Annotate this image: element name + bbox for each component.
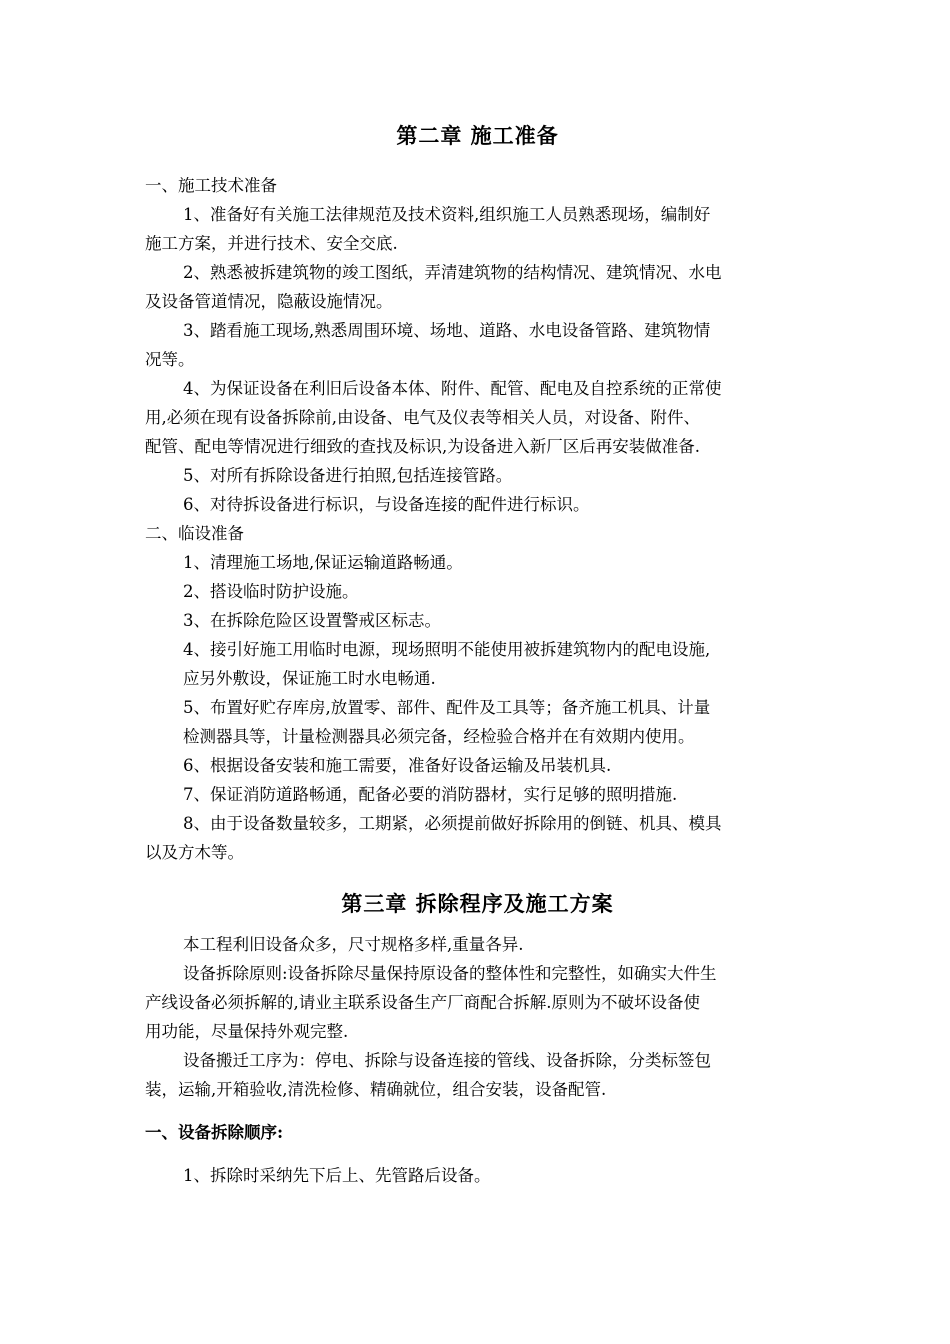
tech-item-5: 5、对所有拆除设备进行拍照,包括连接管路。 xyxy=(183,466,513,485)
document-page xyxy=(145,118,810,1190)
tech-item-2: 2、熟悉被拆建筑物的竣工图纸，弄清建筑物的结构情况、建筑情况、水电 及设备管道情况，隐蔽设施情况。 xyxy=(145,263,722,311)
facility-item-7: 7、保证消防道路畅通，配备必要的消防器材，实行足够的照明措施. xyxy=(183,785,678,804)
tech-item-3: 3、踏看施工现场,熟悉周围环境、场地、道路、水电设备管路、建筑物情 况等。 xyxy=(145,321,711,369)
section-heading-technical-prep: 一、施工技术准备 xyxy=(145,176,277,195)
chapter3-title: 第三章 拆除程序及施工方案 xyxy=(341,891,614,916)
ch3-paragraph-1: 本工程利旧设备众多，尺寸规格多样,重量各异. xyxy=(183,935,524,954)
facility-item-6: 6、根据设备安装和施工需要，准备好设备运输及吊装机具. xyxy=(183,756,612,775)
facility-item-5: 5、布置好贮存库房,放置零、部件、配件及工具等；备齐施工机具、计量 检测器具等，计量检测器具必须完备，经检验合格并在有效期内使用。 xyxy=(183,698,711,746)
ch3-paragraph-3: 设备搬迁工序为：停电、拆除与设备连接的管线、设备拆除，分类标签包 装，运输,开箱验收,清洗检修、精确就位，组合安装，设备配管. xyxy=(145,1051,711,1099)
chapter2-title: 第二章 施工准备 xyxy=(396,123,559,148)
removal-item-1: 1、拆除时采纳先下后上、先管路后设备。 xyxy=(183,1166,491,1185)
section-heading-removal-order: 一、设备拆除顺序: xyxy=(145,1123,284,1142)
ch3-paragraph-2: 设备拆除原则:设备拆除尽量保持原设备的整体性和完整性，如确实大件生 产线设备必须拆解的,请业主联系设备生产厂商配合拆解.原则为不破坏设备使 用功能，尽量保持外观完整. xyxy=(145,964,717,1041)
facility-item-3: 3、在拆除危险区设置警戒区标志。 xyxy=(183,611,441,630)
section-heading-temporary-facilities: 二、临设准备 xyxy=(145,524,244,543)
facility-item-2: 2、搭设临时防护设施。 xyxy=(183,582,359,601)
tech-item-6: 6、对待拆设备进行标识，与设备连接的配件进行标识。 xyxy=(183,495,590,514)
facility-item-8: 8、由于设备数量较多，工期紧，必须提前做好拆除用的倒链、机具、模具 以及方木等。 xyxy=(145,814,722,862)
facility-item-4: 4、接引好施工用临时电源，现场照明不能使用被拆建筑物内的配电设施, 应另外敷设，保证施工时水电畅通. xyxy=(183,640,711,688)
tech-item-1: 1、准备好有关施工法律规范及技术资料,组织施工人员熟悉现场，编制好 施工方案，并进行技术、安全交底. xyxy=(145,205,711,253)
facility-item-1: 1、清理施工场地,保证运输道路畅通。 xyxy=(183,553,463,572)
tech-item-4: 4、为保证设备在利旧后设备本体、附件、配管、配电及自控系统的正常使 用,必须在现有设备拆除前,由设备、电气及仪表等相关人员，对设备、附件、 配管、配电等情况进行细致的查找及标识,为设备进入新厂区后再安装做准备. xyxy=(145,379,722,456)
